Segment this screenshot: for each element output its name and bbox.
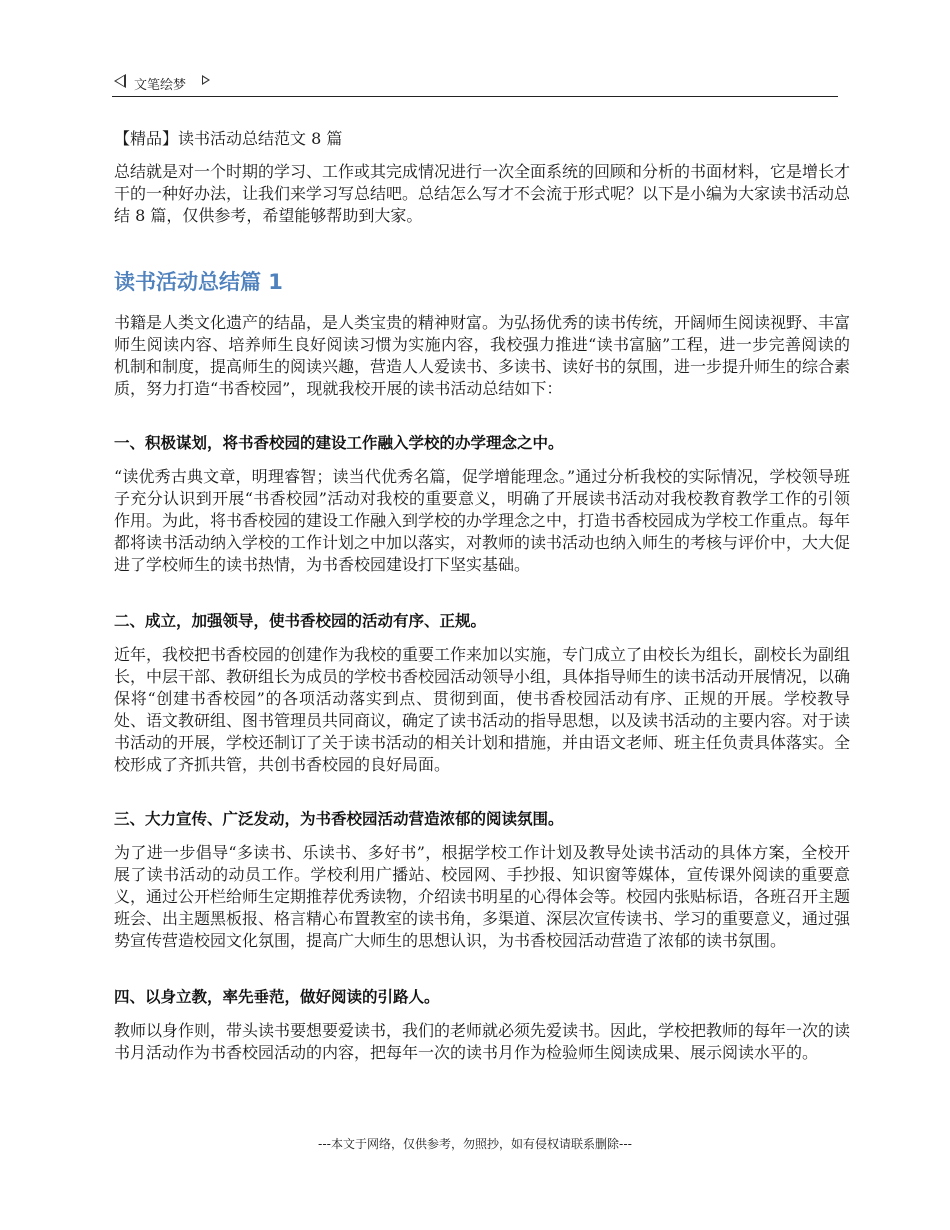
triangle-right-outline-icon [202,75,210,85]
page-header [112,70,838,97]
paragraph-2: “读优秀古典文章，明理睿智；读当代优秀名篇，促学增能理念。”通过分析我校的实际情况，学校领导班子充分认识到开展“书香校园”活动对我校的重要意义，明确了开展读书活动对我校教育教学工作的引领作用。为此，将书香校园的建设工作融入到学校的办学理念之中，打造书香校园成为学校工作重点。每年都将读书活动纳入学校的工作计划之中加以落实，对教师的读书活动也纳入师生的考核与评价中，大大促进了学校师生的读书热情，为书香校园建设打下坚实基础。 [114,467,851,574]
paragraph-5: 教师以身作则，带头读书要想要爱读书，我们的老师就必须先爱读书。因此，学校把教师的每年一次的读书月活动作为书香校园活动的内容，把每年一次的读书月作为检验师生阅读成果、展示阅读水平的。 [114,1021,851,1062]
header-brand: 文笔绘梦 [134,78,187,93]
subheading-2: 二、成立，加强领导，使书香校园的活动有序、正规。 [114,612,487,630]
paragraph-3: 近年，我校把书香校园的创建作为我校的重要工作来加以实施，专门成立了由校长为组长，副校长为副组长，中层干部、教研组长为成员的学校书香校园活动领导小组，具体指导师生的读书活动开展情况，以确保将“创建书香校园”的各项活动落实到点、贯彻到面，使书香校园活动有序、正规的开展。学校教导处、语文教研组、图书管理员共同商议，确定了读书活动的指导思想，以及读书活动的主要内容。对于读书活动的开展，学校还制订了关于读书活动的相关计划和措施，并由语文老师、班主任负责具体落实。全校形成了齐抓共管，共创书香校园的良好局面。 [114,645,851,774]
subheading-1: 一、积极谋划，将书香校园的建设工作融入学校的办学理念之中。 [114,434,564,452]
intro-paragraph: 总结就是对一个时期的学习、工作或其完成情况进行一次全面系统的回顾和分析的书面材料，它是增长才干的一种好办法，让我们来学习写总结吧。总结怎么写才不会流于形式呢？以下是小编为大家读书活动总结 8 篇，仅供参考，希望能够帮助到大家。 [114,162,851,225]
triangle-left-outline-icon [114,74,126,88]
document-title: 【精品】读书活动总结范文 8 篇 [114,129,343,148]
paragraph-4: 为了进一步倡导“多读书、乐读书、多好书”，根据学校工作计划及教导处读书活动的具体方案，全校开展了读书活动的动员工作。学校利用广播站、校园网、手抄报、知识窗等媒体，宣传课外阅读的重要意义，通过公开栏给师生定期推荐优秀读物，介绍读书明星的心得体会等。校园内张贴标语，各班召开主题班会、出主题黑板报、格言精心布置教室的读书角，多渠道、深层次宣传读书、学习的重要意义，通过强势宣传营造校园文化氛围，提高广大师生的思想认识，为书香校园活动营造了浓郁的读书氛围。 [114,843,851,950]
page-footer: ---本文于网络，仅供参考，勿照抄，如有侵权请联系删除--- [318,1137,632,1151]
paragraph-1: 书籍是人类文化遗产的结晶，是人类宝贵的精神财富。为弘扬优秀的读书传统，开阔师生阅读视野、丰富师生阅读内容、培养师生良好阅读习惯为实施内容，我校强力推进“读书富脑”工程，进一步完善阅读的机制和制度，提高师生的阅读兴趣，营造人人爱读书、多读书、读好书的氛围，进一步提升师生的综合素质，努力打造“书香校园”，现就我校开展的读书活动总结如下： [114,313,851,398]
section-heading: 读书活动总结篇 1 [114,270,283,294]
subheading-4: 四、以身立教，率先垂范，做好阅读的引路人。 [114,988,440,1006]
subheading-3: 三、大力宣传、广泛发动，为书香校园活动营造浓郁的阅读氛围。 [114,810,564,828]
